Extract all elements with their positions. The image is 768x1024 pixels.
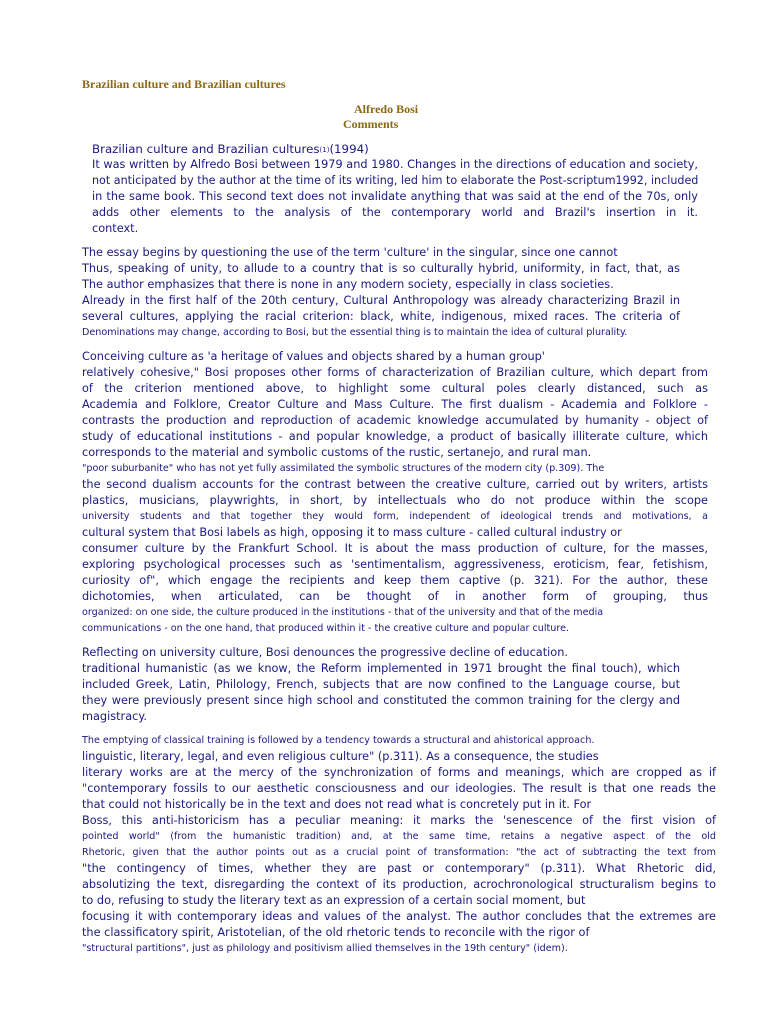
text-line: dichotomies, when articulated, can be thought of in another form of grouping, thus: [82, 590, 708, 603]
text-line: Boss, this anti-historicism has a peculiar meaning: it marks the 'senescence of the first vision of: [82, 814, 716, 827]
text-line: context.: [92, 222, 139, 235]
text-line: study of educational institutions - and popular knowledge, a product of basically illiterate culture, which: [82, 430, 708, 443]
text-line: linguistic, literary, legal, and even religious culture" (p.311). As a consequence, the studies: [82, 750, 599, 763]
text-line: that could not historically be in the text and does not read what is concretely put in it. For: [82, 798, 592, 811]
text-line: communications - on the one hand, that produced within it - the creative culture and popular culture.: [82, 623, 570, 634]
text-line: organized: on one side, the culture produced in the institutions - that of the university and that of the media: [82, 607, 604, 618]
text-line: traditional humanistic (as we know, the Reform implemented in 1971 brought the final touch), which: [82, 662, 680, 675]
text-line: of the criterion mentioned above, to highlight some cultural poles clearly distanced, such as: [82, 382, 708, 395]
text-line: contrasts the production and reproduction of academic knowledge accumulated by humanity - object of: [82, 414, 708, 427]
intro-year: (1994): [329, 142, 369, 156]
text-line: literary works are at the mercy of the synchronization of forms and meanings, which are cropped as if: [82, 766, 716, 779]
document-title: Brazilian culture and Brazilian cultures: [82, 77, 286, 91]
text-line: "contemporary fossils to our aesthetic consciousness and our ideologies. The result is that one reads the: [82, 782, 716, 795]
text-line: focusing it with contemporary ideas and values of the analyst. The author concludes that the extremes are: [82, 910, 716, 923]
section-subtitle: Comments: [343, 117, 399, 131]
text-line: Already in the first half of the 20th century, Cultural Anthropology was already characterizing Brazil in: [82, 294, 680, 307]
text-line: Rhetoric, given that the author points out as a crucial point of transformation: "the act of subtracting the text from: [82, 847, 716, 858]
text-line: pointed world" (from the humanistic tradition) and, at the same time, retains a negative aspect of the old: [82, 831, 716, 842]
text-line: Denominations may change, according to Bosi, but the essential thing is to maintain the idea of cultural plurality.: [82, 327, 628, 338]
text-line: absolutizing the text, disregarding the context of its production, acrochronological structuralism begins to: [82, 878, 716, 891]
text-line: It was written by Alfredo Bosi between 1979 and 1980. Changes in the directions of education and society,: [92, 158, 698, 171]
text-line: The author emphasizes that there is none in any modern society, especially in class societies.: [82, 278, 614, 291]
intro-heading: [92, 141, 369, 158]
text-line: "the contingency of times, whether they are past or contemporary" (p.311). What Rhetoric did,: [82, 862, 716, 875]
text-line: "structural partitions", just as philology and positivism allied themselves in the 19th century" (idem).: [82, 943, 568, 954]
text-line: "poor suburbanite" who has not yet fully assimilated the symbolic structures of the modern city (p.309). The: [82, 463, 605, 474]
author-name: Alfredo Bosi: [354, 102, 419, 116]
text-line: adds other elements to the analysis of the contemporary world and Brazil's insertion in it.: [92, 206, 698, 219]
footnote-marker: (1): [319, 146, 330, 154]
text-line: magistracy.: [82, 710, 147, 723]
text-line: Conceiving culture as 'a heritage of values and objects shared by a human group': [82, 350, 545, 363]
text-line: corresponds to the material and symbolic customs of the rustic, sertanejo, and rural man.: [82, 446, 592, 459]
text-line: the classificatory spirit, Aristotelian, of the old rhetoric tends to reconcile with the rigor of: [82, 926, 590, 939]
text-line: cultural system that Bosi labels as high, opposing it to mass culture - called cultural industry or: [82, 526, 622, 539]
text-line: exploring psychological processes such as 'sentimentalism, aggressiveness, eroticism, fear, fetishism,: [82, 558, 708, 571]
text-line: several cultures, applying the racial criterion: black, white, indigenous, mixed races. The criteria of: [82, 310, 680, 323]
text-line: they were previously present since high school and constituted the common training for the clergy and: [82, 694, 680, 707]
text-line: plastics, musicians, playwrights, in short, by intellectuals who do not produce within the scope: [82, 494, 708, 507]
text-line: the second dualism accounts for the contrast between the creative culture, carried out by writers, artists: [82, 478, 708, 491]
text-line: Academia and Folklore, Creator Culture and Mass Culture. The first dualism - Academia and Folklore -: [82, 398, 708, 411]
text-line: relatively cohesive," Bosi proposes other forms of characterization of Brazilian culture, which depart from: [82, 366, 708, 379]
text-line: The essay begins by questioning the use of the term 'culture' in the singular, since one cannot: [82, 246, 618, 259]
text-line: Reflecting on university culture, Bosi denounces the progressive decline of education.: [82, 646, 568, 659]
text-line: consumer culture by the Frankfurt School. It is about the mass production of culture, for the masses,: [82, 542, 708, 555]
intro-heading-text: Brazilian culture and Brazilian cultures: [92, 142, 320, 156]
text-line: university students and that together they would form, independent of ideological trends and motivations, a: [82, 511, 708, 522]
text-line: curiosity of", which engage the recipients and keep them captive (p. 321). For the author, these: [82, 574, 708, 587]
text-line: The emptying of classical training is followed by a tendency towards a structural and ahistorical approach.: [82, 735, 595, 746]
text-line: included Greek, Latin, Philology, French, subjects that are now confined to the Language course, but: [82, 678, 680, 691]
text-line: Thus, speaking of unity, to allude to a country that is so culturally hybrid, uniformity, in fact, that, as: [82, 262, 680, 275]
text-line: to do, refusing to study the literary text as an expression of a certain social moment, but: [82, 894, 586, 907]
text-line: not anticipated by the author at the time of its writing, led him to elaborate the Post-scriptum1992, included: [92, 174, 699, 187]
text-line: in the same book. This second text does not invalidate anything that was said at the end of the 70s, only: [92, 190, 698, 203]
